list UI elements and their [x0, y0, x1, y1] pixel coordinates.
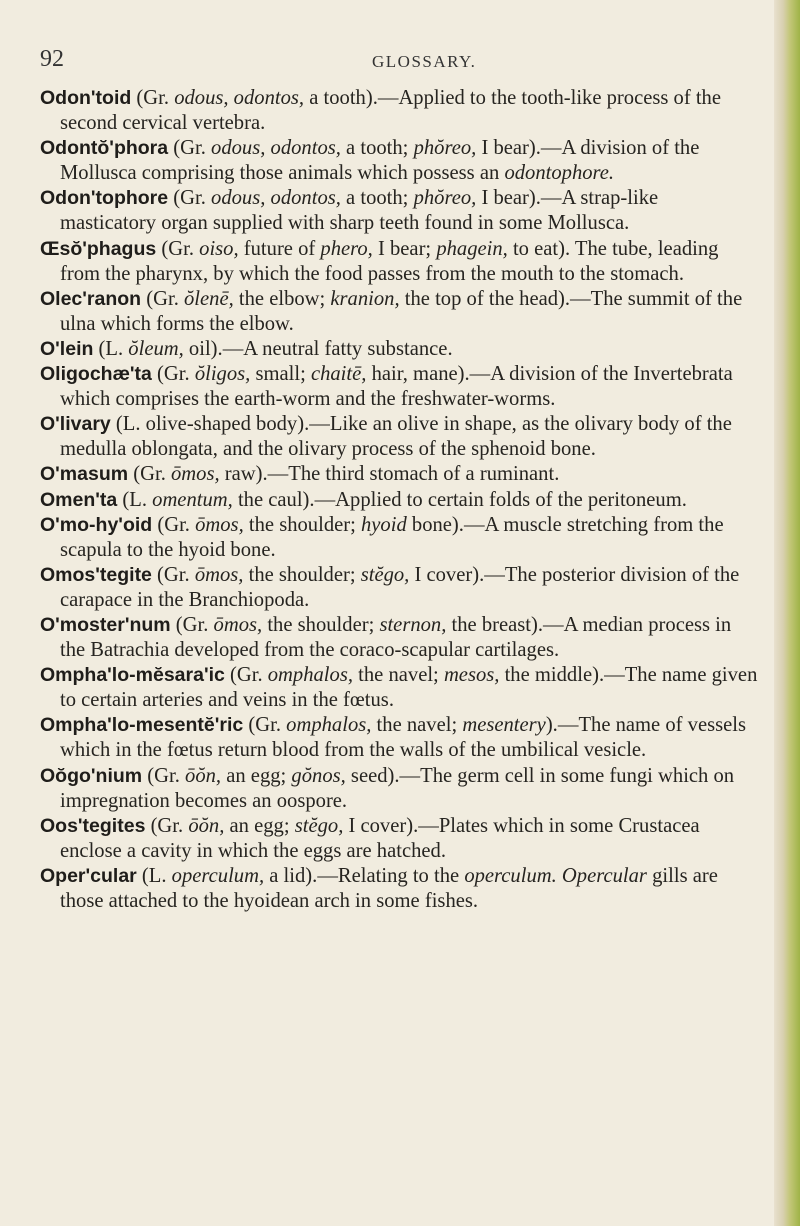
entry-definition: —A division of the Invertebrata which comprises the earth-worm and the freshwater-worms. — [60, 363, 733, 411]
page-edge — [774, 0, 800, 1226]
entry-etymology: (L. olive-shaped body). — [110, 413, 310, 436]
entry-etymology: (Gr. ōmos, the shoulder; sternon, the breast). — [170, 613, 544, 636]
page-header — [0, 46, 800, 76]
glossary-entry — [40, 362, 758, 412]
entry-headword: Omos'tegite — [40, 563, 152, 586]
entry-headword: O'moster'num — [40, 613, 171, 636]
entry-definition: —The third stomach of a ruminant. — [267, 463, 560, 486]
entry-definition: —Applied to the tooth-like process of the second cervical vertebra. — [60, 87, 721, 135]
entry-headword: Odon'tophore — [40, 187, 169, 210]
entry-headword: Oos'tegites — [40, 814, 146, 837]
entry-headword: Odon'toid — [40, 87, 132, 109]
entry-headword: Omen'ta — [40, 488, 118, 511]
page-number: 92 — [40, 46, 64, 72]
entry-etymology: (Gr. omphalos, the navel; mesentery). — [243, 714, 558, 737]
entry-etymology: (Gr. ōŏn, an egg; stĕgo, I cover). — [145, 814, 419, 837]
entry-definition: —Like an olive in shape, as the olivary body of the medulla oblongata, and the olivary process of the sphenoid bone. — [60, 413, 732, 461]
glossary-entry — [40, 287, 758, 337]
entry-etymology: (Gr. odous, odontos, a tooth). — [131, 87, 378, 109]
entry-headword: Œsŏ'phagus — [40, 237, 157, 260]
glossary-entry — [40, 488, 758, 513]
glossary-entry — [40, 412, 758, 462]
entry-headword: Oligochæ'ta — [40, 363, 152, 386]
entry-headword: Ompha'lo-mĕsara'ic — [40, 664, 225, 687]
entry-headword: O'mo-hy'oid — [40, 513, 153, 536]
glossary-entry — [40, 613, 758, 663]
entry-etymology: (Gr. ŏligos, small; chaitē, hair, mane). — [151, 363, 470, 386]
glossary-entry — [40, 337, 758, 362]
glossary-entry — [40, 864, 758, 914]
entry-definition: —A neutral fatty substance. — [222, 337, 453, 360]
entry-headword: Ompha'lo-mesentĕ'ric — [40, 714, 244, 737]
entry-definition: —A strap-like masticatory organ supplied with sharp teeth found in some Mollusca. — [60, 187, 659, 235]
entry-etymology: (L. ŏleum, oil). — [93, 337, 223, 360]
entry-definition: —The name given to certain arteries and veins in the fœtus. — [60, 664, 758, 712]
glossary-entry — [40, 186, 758, 236]
entry-headword: Olec'ranon — [40, 287, 142, 310]
glossary-entry — [40, 462, 758, 487]
glossary-entry — [40, 513, 758, 563]
entry-definition: —A muscle stretching from the scapula to the hyoid bone. — [60, 513, 724, 561]
entry-headword: O'masum — [40, 463, 129, 486]
entry-etymology: (L. operculum, a lid). — [136, 864, 318, 887]
entry-etymology: (Gr. ŏlenē, the elbow; kranion, the top of the head). — [141, 287, 571, 310]
entry-etymology: (Gr. ōmos, raw). — [128, 463, 268, 486]
entry-definition: —Applied to certain folds of the peritoneum. — [314, 488, 687, 511]
glossary-entry — [40, 663, 758, 713]
glossary-entry — [40, 86, 758, 136]
entry-headword: Oŏgo'nium — [40, 764, 143, 787]
entry-definition: —A median process in the Batrachia developed from the coraco-scapular cartilages. — [60, 613, 732, 662]
entry-etymology: (Gr. ōŏn, an egg; gŏnos, seed). — [142, 764, 400, 787]
entry-headword: O'lein — [40, 337, 94, 360]
glossary-entry — [40, 237, 758, 287]
entry-definition: —A division of the Mollusca comprising those animals which possess an odontophore. — [60, 137, 700, 185]
entry-definition: —The posterior division of the carapace in the Branchiopoda. — [60, 563, 740, 611]
entry-definition: The tube, leading from the pharynx, by which the food passes from the mouth to the stomach. — [60, 237, 719, 285]
entry-headword: O'livary — [40, 413, 111, 436]
glossary-entry — [40, 563, 758, 613]
entry-definition: —Relating to the operculum. Opercular gills are those attached to the hyoidean arch in some fishes. — [60, 864, 718, 912]
glossary-entry — [40, 764, 758, 814]
entry-etymology: (Gr. oiso, future of phero, I bear; phagein, to eat). — [156, 237, 571, 260]
glossary-entry — [40, 136, 758, 186]
entry-etymology: (Gr. ōmos, the shoulder; stĕgo, I cover). — [151, 563, 485, 586]
entry-headword: Oper'cular — [40, 864, 137, 887]
entry-etymology: (L. omentum, the caul). — [117, 488, 315, 511]
entry-etymology: (Gr. ōmos, the shoulder; hyoid bone). — [152, 513, 464, 536]
entry-definition: —The name of vessels which in the fœtus return blood from the walls of the umbilical vesicle. — [60, 714, 746, 762]
glossary-entry — [40, 713, 758, 763]
entry-etymology: (Gr. omphalos, the navel; mesos, the middle). — [224, 664, 605, 687]
entry-etymology: (Gr. odous, odontos, a tooth; phŏreo, I bear). — [168, 137, 541, 160]
glossary-entries — [40, 86, 758, 914]
running-head: GLOSSARY. — [372, 52, 477, 71]
entry-etymology: (Gr. odous, odontos, a tooth; phŏreo, I bear). — [168, 187, 541, 210]
entry-definition: —Plates which in some Crustacea enclose a cavity in which the eggs are hatched. — [60, 814, 700, 862]
entry-headword: Odontŏ'phora — [40, 137, 169, 160]
glossary-entry — [40, 814, 758, 864]
entry-definition: —The germ cell in some fungi which on impregnation becomes an oospore. — [60, 764, 735, 812]
entry-definition: —The summit of the ulna which forms the elbow. — [60, 287, 743, 335]
